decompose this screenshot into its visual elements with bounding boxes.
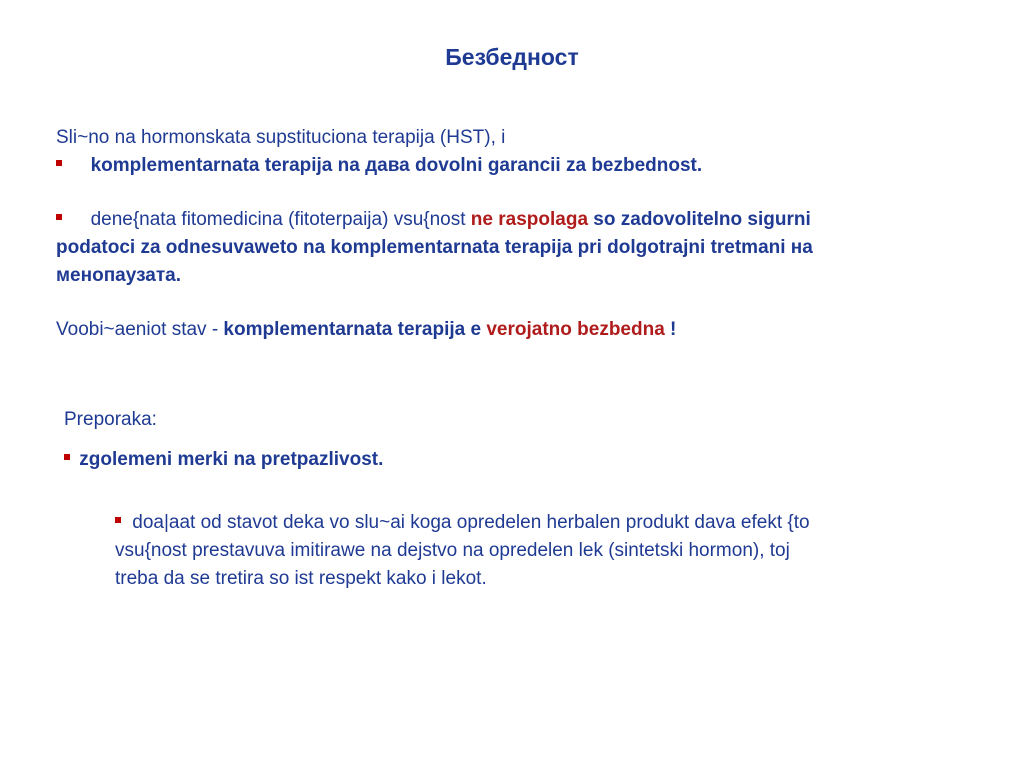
phytomedicine-line-2: podatoci za odnesuvaweto na komplementarnata terapija pri dolgotrajni tretmani на — [56, 237, 813, 258]
common-view-bold: komplementarnata terapija e — [223, 319, 487, 340]
subpoint-line-3: treba da se tretira so ist respekt kako i lekot. — [115, 568, 487, 589]
recommendation-block — [64, 406, 383, 474]
recommendation-label: Preporaka: — [64, 409, 157, 430]
common-view-suffix: ! — [664, 319, 677, 340]
phytomedicine-line-3: менопаузата. — [56, 265, 181, 286]
subpoint-line-2: vsu{nost prestavuva imitirawe na dejstvo na opredelen lek (sintetski hormon), toj — [115, 540, 790, 561]
slide-title: Безбедност — [445, 44, 579, 70]
recommendation-bullet-text: zgolemeni merki na pretpazlivost. — [79, 449, 384, 470]
common-view-line — [56, 316, 676, 344]
phytomedicine-point — [56, 206, 813, 290]
subpoint-block — [115, 509, 810, 593]
bullet-icon — [115, 517, 121, 523]
subpoint-line-1 — [115, 509, 810, 537]
phytomedicine-line-1 — [56, 206, 813, 234]
common-view — [56, 316, 676, 344]
bullet-icon — [64, 454, 70, 460]
phytomedicine-bold: so zadovolitelno sigurni — [588, 209, 811, 230]
bullet-icon — [56, 214, 62, 220]
phytomedicine-red: ne raspolaga — [470, 209, 589, 230]
intro-bullet-text: komplementarnata terapija na дава dovolni garancii za bezbednost. — [90, 155, 703, 176]
common-view-prefix: Voobi~aeniot stav - — [56, 319, 224, 340]
intro-block — [56, 124, 702, 180]
subpoint-text-1: doa|aat od stavot deka vo slu~ai koga opredelen herbalen produkt dava efekt {to — [132, 512, 810, 533]
intro-line: Sli~no na hormonskata supstituciona terapija (HST), i — [56, 127, 506, 148]
recommendation-bullet-line — [64, 446, 383, 474]
bullet-icon — [56, 160, 62, 166]
intro-bullet-line — [56, 152, 702, 180]
phytomedicine-prefix: dene{nata fitomedicina (fitoterpaija) vsu{nost — [90, 209, 471, 230]
common-view-red: verojatno bezbedna — [486, 319, 665, 340]
